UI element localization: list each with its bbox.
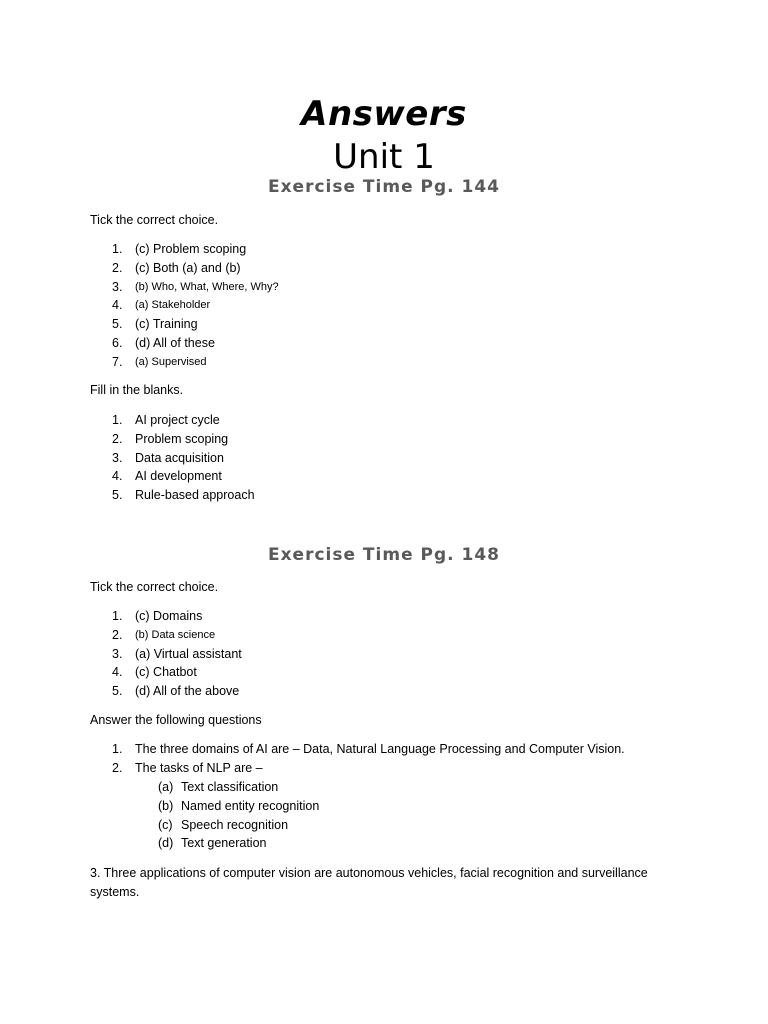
instruction-text: Tick the correct choice.	[90, 213, 219, 227]
instruction-text: Tick the correct choice.	[90, 580, 219, 594]
section-heading: Exercise Time Pg. 148	[267, 545, 501, 565]
document-page: Answers Unit 1 Exercise Time Pg. 144 Tick the correct choice. 1. (c) Problem scoping 2. (c) Both (a) and (b) 3. (b) Who, What, Where, Why? 4. (a) Stakeholder 5. (c) Training 6. (d) All of these 7. (a) Supervised Fill in the blanks. 1. AI project cycle 2. Problem scoping 3. Data acquisition 4. AI development 5. Rule-based approach Exercise Time Pg. 148 Tick the correct choice. 1. (c) Domains 2. (b) Data science 3. (a) Virtual assistant 4. (c) Chatbot 5. (d) All of the above Answer the following questions 1. The three domains of AI are – Data, Natural Language Processing and Computer Vision. 2. The tasks of NLP are – (a) Text classification (b) Named entity recognition (c) Speech recognition (d) Text generation 3. Three applications of computer vision are autonomous vehicles, facial recognition and surveillance systems.	[0, 0, 768, 1024]
page-title: Answers	[301, 94, 467, 134]
unit-title: Unit 1	[333, 137, 435, 177]
answer-paragraph: 3. Three applications of computer vision are autonomous vehicles, facial recognition and surveillance systems.	[90, 866, 648, 899]
section-heading: Exercise Time Pg. 144	[267, 177, 501, 197]
instruction-text: Answer the following questions	[90, 713, 262, 727]
instruction-text: Fill in the blanks.	[90, 383, 184, 397]
